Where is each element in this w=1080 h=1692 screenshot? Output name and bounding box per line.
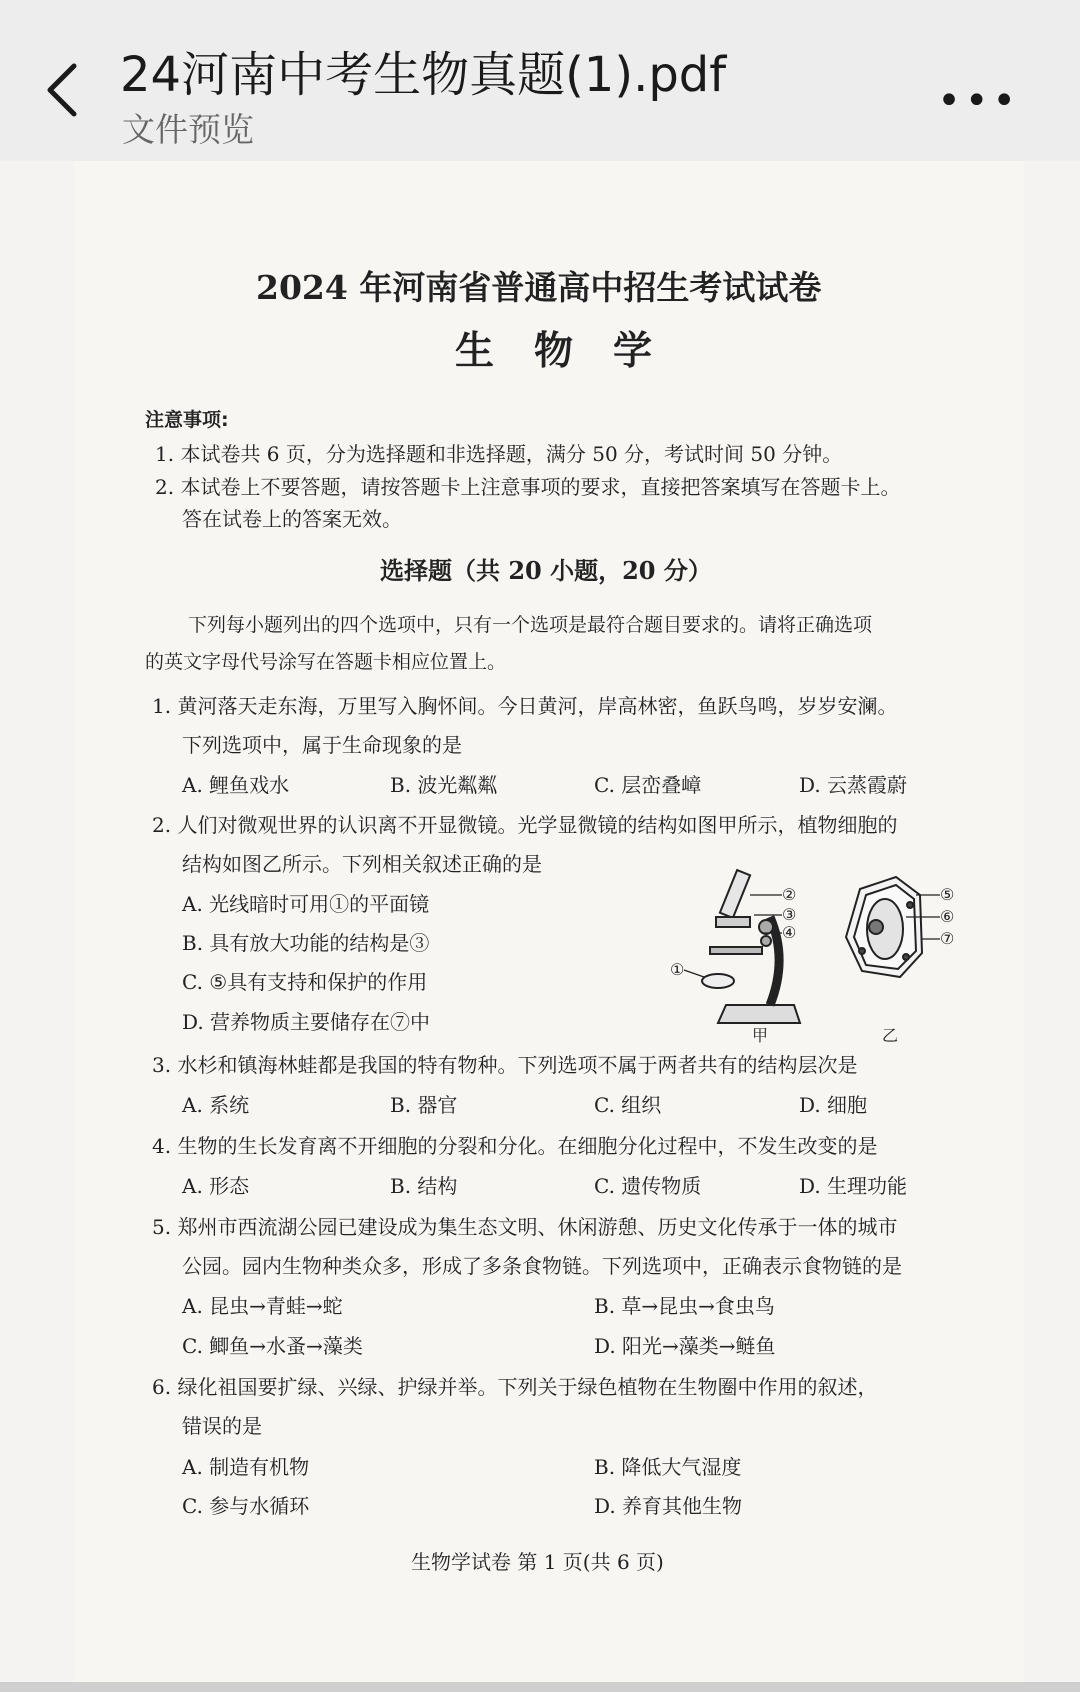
q5-option: B. 草→昆虫→食虫鸟 <box>594 1294 775 1318</box>
q1-option: C. 层峦叠嶂 <box>594 773 702 797</box>
microscope-and-cell-diagram <box>670 855 980 1045</box>
bottom-edge <box>0 1682 1080 1692</box>
figure-label: ① <box>670 960 685 979</box>
figure-label: ⑤ <box>940 885 955 904</box>
figure-caption: 甲 <box>752 1026 769 1045</box>
figure-label: ② <box>782 885 797 904</box>
figure-label: ④ <box>782 923 797 942</box>
page-footer: 生物学试卷 第 1 页(共 6 页) <box>411 1550 664 1574</box>
back-button[interactable] <box>40 60 90 120</box>
q4-stem: 4. 生物的生长发育离不开细胞的分裂和分化。在细胞分化过程中，不发生改变的是 <box>152 1134 878 1158</box>
figure-label: ⑥ <box>940 907 955 926</box>
q5-stem: 5. 郑州市西流湖公园已建设成为集生态文明、休闲游憩、历史文化传承于一体的城市 <box>152 1215 898 1239</box>
q1-option: A. 鲤鱼戏水 <box>182 773 290 797</box>
q5-option: A. 昆虫→青蛙→蛇 <box>182 1294 343 1318</box>
q1-option: D. 云蒸霞蔚 <box>799 773 908 797</box>
note-line: 2. 本试卷上不要答题，请按答题卡上注意事项的要求，直接把答案填写在答题卡上。 <box>155 475 901 499</box>
q4-option: D. 生理功能 <box>799 1174 908 1198</box>
q2-figure <box>670 855 980 1045</box>
notes-heading: 注意事项: <box>145 409 229 431</box>
figure-label: ⑦ <box>940 929 955 948</box>
section-title: 选择题（共 20 小题，20 分） <box>380 556 712 585</box>
q6-stem: 6. 绿化祖国要扩绿、兴绿、护绿并举。下列关于绿色植物在生物圈中作用的叙述， <box>152 1375 878 1399</box>
q2-stem: 结构如图乙所示。下列相关叙述正确的是 <box>182 852 542 876</box>
chevron-left-icon <box>40 60 90 120</box>
q2-option: B. 具有放大功能的结构是③ <box>182 931 430 955</box>
plant-cell-drawing <box>846 877 922 977</box>
q4-option: C. 遗传物质 <box>594 1174 702 1198</box>
q3-option: A. 系统 <box>182 1093 250 1117</box>
file-subtitle: 文件预览 <box>122 110 254 149</box>
note-line: 答在试卷上的答案无效。 <box>182 507 402 531</box>
q2-option: D. 营养物质主要储存在⑦中 <box>182 1010 431 1034</box>
q1-stem: 1. 黄河落天走东海，万里写入胸怀间。今日黄河，岸高林密，鱼跃鸟鸣，岁岁安澜。 <box>152 694 898 718</box>
q3-option: B. 器官 <box>390 1093 458 1117</box>
instruction-line: 的英文字母代号涂写在答题卡相应位置上。 <box>145 651 507 673</box>
q2-option: A. 光线暗时可用①的平面镜 <box>182 892 430 916</box>
figure-label: ③ <box>782 905 797 924</box>
exam-subject: 生物学 <box>455 328 693 374</box>
instruction-line: 下列每小题列出的四个选项中，只有一个选项是最符合题目要求的。请将正确选项 <box>188 614 873 636</box>
q2-stem: 2. 人们对微观世界的认识离不开显微镜。光学显微镜的结构如图甲所示，植物细胞的 <box>152 813 898 837</box>
q2-option: C. ⑤具有支持和保护的作用 <box>182 970 428 994</box>
q5-option: C. 鲫鱼→水蚤→藻类 <box>182 1334 363 1358</box>
file-title: 24河南中考生物真题(1).pdf <box>120 47 727 103</box>
q6-option: B. 降低大气湿度 <box>594 1455 742 1479</box>
q1-option: B. 波光粼粼 <box>390 773 498 797</box>
top-bar <box>0 0 1080 161</box>
q3-option: D. 细胞 <box>799 1093 868 1117</box>
q6-stem: 错误的是 <box>182 1414 262 1438</box>
q6-option: D. 养育其他生物 <box>594 1494 743 1518</box>
q3-option: C. 组织 <box>594 1093 662 1117</box>
q4-option: B. 结构 <box>390 1174 458 1198</box>
q4-option: A. 形态 <box>182 1174 250 1198</box>
note-line: 1. 本试卷共 6 页，分为选择题和非选择题，满分 50 分，考试时间 50 分钟。 <box>155 442 843 466</box>
q5-option: D. 阳光→藻类→鲢鱼 <box>594 1334 776 1358</box>
q6-option: A. 制造有机物 <box>182 1455 310 1479</box>
figure-caption: 乙 <box>882 1026 899 1045</box>
q1-stem: 下列选项中，属于生命现象的是 <box>182 733 462 757</box>
q3-stem: 3. 水杉和镇海林蛙都是我国的特有物种。下列选项不属于两者共有的结构层次是 <box>152 1053 858 1077</box>
more-menu-button[interactable]: ••• <box>937 78 1020 124</box>
exam-title: 2024 年河南省普通高中招生考试试卷 <box>256 268 822 307</box>
q5-stem: 公园。园内生物种类众多，形成了多条食物链。下列选项中，正确表示食物链的是 <box>182 1254 902 1278</box>
q6-option: C. 参与水循环 <box>182 1494 310 1518</box>
